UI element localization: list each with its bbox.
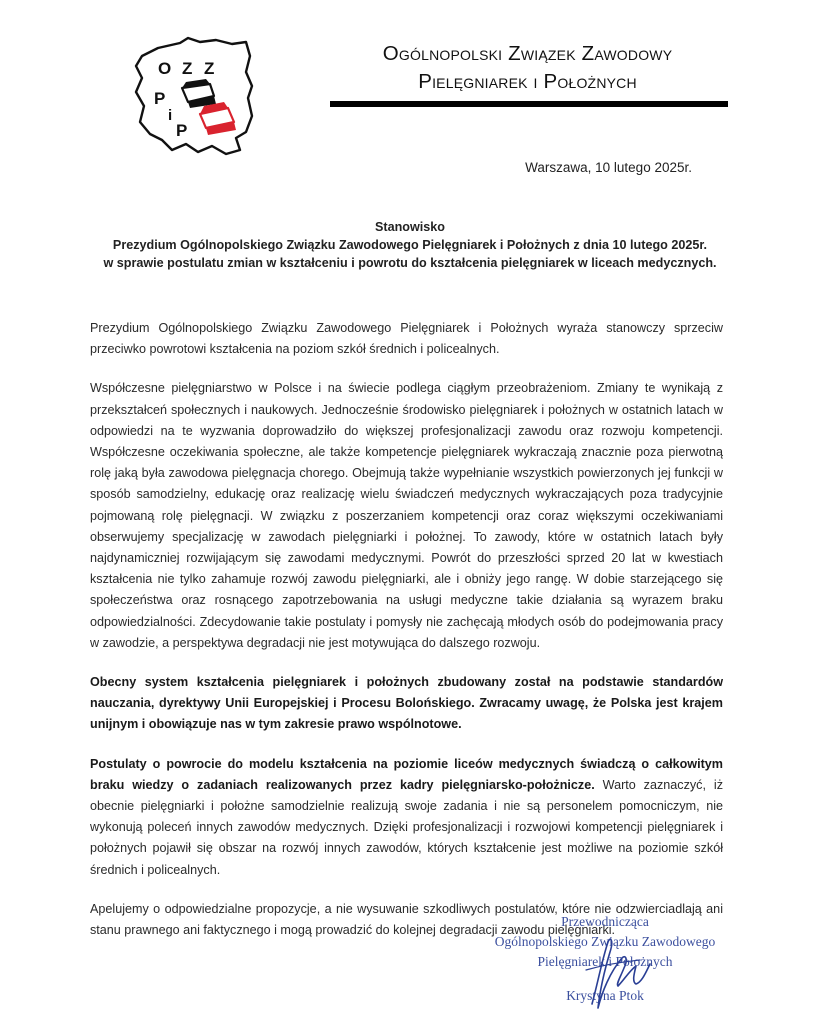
title-subject: w sprawie postulatu zmian w kształceniu i powrotu do kształcenia pielęgniarek w liceach medycznych.: [103, 256, 717, 270]
paragraph-4-rest: Warto zaznaczyć, iż obecnie pielęgniarki i położne samodzielnie realizują swoje zadania i nie są personelem pomocniczym, nie wykonują poleceń innych zawodów medycznych. Dzięki profesjonalizacji i rozwojowi kompetencji pielęgniarek i położnych pojawił się obszar na rozwój innych zawodów, których kształcenie jest możliwe na poziomie szkół średnich i policealnych.: [90, 777, 723, 877]
logo-letter-z2: Z: [204, 59, 215, 78]
logo-letter-p2: P: [176, 121, 188, 140]
organization-name: [330, 40, 725, 96]
stamp-line-3: Pielęgniarek i Położnych: [537, 954, 673, 969]
stamp-line-4: Krystyna Ptok: [566, 988, 644, 1003]
nurse-cap-black-icon: [182, 79, 216, 108]
organization-name-line2: Pielęgniarek i Położnych: [418, 70, 637, 93]
title-heading: Stanowisko: [375, 220, 445, 234]
paragraph-1: Prezydium Ogólnopolskiego Związku Zawodowego Pielęgniarek i Położnych wyraża stanowczy sprzeciw przeciwko powrotowi kształcenia na poziom szkół średnich i policealnych.: [90, 321, 723, 357]
logo-letter-z1: Z: [182, 59, 193, 78]
signature-stamp: [490, 912, 720, 1024]
paragraph-3: Obecny system kształcenia pielęgniarek i położnych zbudowany został na podstawie standardów nauczania, dyrektywy Unii Europejskiej i Procesu Bolońskiego. Zwracamy uwagę, że Polska jest krajem unijnym i obowiązuje nas w tym zakresie prawo wspólnotowe.: [90, 675, 723, 732]
paragraph-2: Współczesne pielęgniarstwo w Polsce i na świecie podlega ciągłym przeobrażeniom. Zmiany te wynikają z przekształceń społecznych i naukowych. Jednocześnie środowisko pielęgniarek i położnych w ostatnich latach w odpowiedzi na te wyzwania doprowadziło do większej profesjonalizacji zawodu oraz rozwoju kompetencji. Współczesne oczekiwania społeczne, ale także kompetencje pielęgniarek wykraczają znacznie poza pierwotną rolę jaką była zawodowa pielęgnacja chorego. Obejmują także wypełnianie wszystkich powierzonych jej funkcji w sposób samodzielny, edukację oraz realizację wielu świadczeń medycznych wykraczających poza tradycyjnie pojmowaną rolę pielęgnacji. W związku z poszerzaniem kompetencji oraz coraz większymi oczekiwaniami obserwujemy specjalizację w zawodach pielęgniarki i położnej. To zawody, które w ostatnich latach były najdynamiczniej rozwijającym się zawodami medycznymi. Powrót do przeszłości sprzed 20 lat w kwestiach kształcenia nie tylko zahamuje rozwój zawodu pielęgniarki, ale i obniży jego rangę. W dobie starzejącego się społeczeństwa oraz rosnącego zapotrzebowania na usługi medyczne takie działania są wyrazem braku odpowiedzialności. Zdecydowanie takie postulaty i pomysły nie zachęcają młodych osób do podejmowania pracy w zawodzie, a perspektywa degradacji nie jest motywująca do dalszego rozwoju.: [90, 381, 723, 650]
document-title: [80, 218, 740, 272]
header-divider: [330, 101, 728, 107]
document-body: [90, 318, 723, 959]
ozzpip-logo: [128, 34, 256, 158]
paragraph-4: [90, 754, 723, 881]
paragraph-5: Apelujemy o odpowiedzialne propozycje, a nie wysuwanie szkodliwych postulatów, które nie odzwierciadlają ani stanu prawnego ani faktycznego i mogą prowadzić do kolejnej degradacji zawodu pielęgniarki.: [90, 901, 723, 938]
nurse-cap-red-icon: [200, 102, 236, 135]
paragraph-4-bold: Postulaty o powrocie do modelu kształcenia na poziomie liceów medycznych świadczą o całkowitym braku wiedzy o zadaniach realizowanych przez kadry pielęgniarsko-położnicze.: [90, 756, 723, 792]
title-issuer: Prezydium Ogólnopolskiego Związku Zawodowego Pielęgniarek i Położnych z dnia 10 lutego 2025r.: [112, 238, 708, 252]
organization-name-line1: Ogólnopolski Związek Zawodowy: [382, 42, 673, 65]
logo-letter-i: i: [168, 107, 173, 124]
logo-letter-o: O: [158, 59, 172, 78]
logo-letter-p1: P: [154, 89, 166, 108]
stamp-line-1: Przewodnicząca: [561, 914, 649, 929]
document-date: Warszawa, 10 lutego 2025r.: [525, 160, 692, 175]
stamp-line-2: Ogólnopolskiego Związku Zawodowego: [494, 934, 716, 949]
handwritten-signature: [490, 912, 720, 1024]
